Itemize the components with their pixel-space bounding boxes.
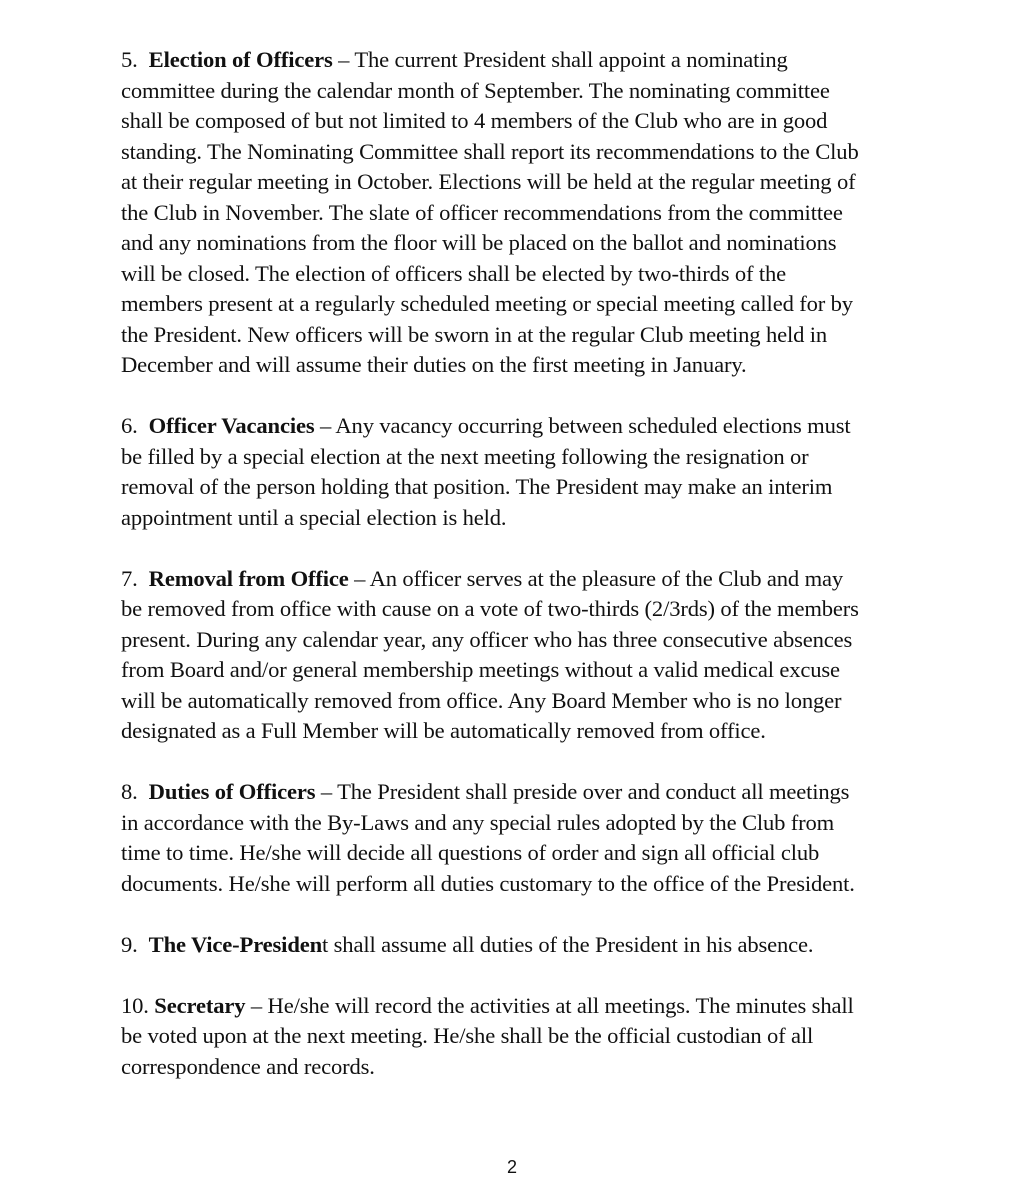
section-text: An officer serves at the pleasure of the Club and may [369, 565, 844, 591]
section-heading: Duties of Officers [148, 779, 316, 804]
section-heading: The Vice-Presiden [148, 931, 323, 957]
section-first-line [121, 930, 911, 961]
section-number: 5. [121, 47, 138, 72]
section-dash: – [315, 779, 338, 804]
section-number: 6. [121, 413, 138, 438]
section-line: designated as a Full Member will be automatically removed from office. [121, 718, 766, 743]
section-first-line [121, 777, 911, 808]
section-number: 7. [121, 565, 138, 591]
section-heading: Officer Vacancies [148, 413, 315, 438]
section-line: the Club in November. The slate of officer recommendations from the committee [121, 199, 843, 225]
section-heading: Election of Officers [148, 47, 333, 72]
section-dash: – [348, 565, 370, 591]
section-line: removal of the person holding that position. The President may make an interim [121, 474, 833, 499]
section-line: and any nominations from the floor will be placed on the ballot and nominations [121, 230, 837, 255]
section-dash: – [314, 413, 336, 438]
section-line: the President. New officers will be sworn in at the regular Club meeting held in [121, 321, 828, 347]
section-number: 8. [121, 779, 138, 804]
section-line: time to time. He/she will decide all questions of order and sign all official club [121, 840, 820, 865]
section-line: members present at a regularly scheduled meeting or special meeting called for by [121, 291, 853, 316]
section-line: will be automatically removed from office. Any Board Member who is no longer [121, 687, 842, 713]
section-heading: Secretary [154, 992, 246, 1018]
section-text: He/she will record the activities at all meetings. The minutes shall [267, 992, 854, 1018]
section-dash: – [332, 47, 355, 72]
section-first-line [121, 991, 911, 1022]
section-line: at their regular meeting in October. Elections will be held at the regular meeting of [121, 169, 856, 194]
section-line: shall be composed of but not limited to 4 members of the Club who are in good [121, 108, 828, 133]
section-line: will be closed. The election of officers shall be elected by two-thirds of the [121, 260, 787, 286]
section-vice-president [121, 930, 911, 961]
section-text: The current President shall appoint a nominating [354, 47, 788, 72]
section-line: committee during the calendar month of September. The nominating committee [121, 77, 830, 103]
section-line: be removed from office with cause on a vote of two-thirds (2/3rds) of the members [121, 596, 859, 621]
section-first-line [121, 45, 911, 76]
section-number: 9. [121, 931, 138, 957]
section-election-of-officers [121, 45, 911, 381]
section-text: The President shall preside over and conduct all meetings [337, 779, 850, 804]
section-line: correspondence and records. [121, 1053, 375, 1079]
section-line: be filled by a special election at the next meeting following the resignation or [121, 443, 809, 469]
section-removal-from-office [121, 564, 911, 747]
section-first-line [121, 411, 911, 442]
section-text: t shall assume all duties of the President in his absence. [322, 931, 814, 957]
section-heading: Removal from Office [148, 565, 349, 591]
section-line: be voted upon at the next meeting. He/she shall be the official custodian of all [121, 1023, 814, 1048]
section-line: documents. He/she will perform all duties customary to the office of the President. [121, 870, 855, 896]
section-line: December and will assume their duties on the first meeting in January. [121, 352, 747, 377]
section-line: from Board and/or general membership meetings without a valid medical excuse [121, 657, 840, 682]
section-first-line [121, 564, 911, 595]
section-duties-of-officers [121, 777, 911, 899]
section-line: appointment until a special election is held. [121, 504, 507, 530]
section-officer-vacancies [121, 411, 911, 533]
section-secretary [121, 991, 911, 1083]
section-text: Any vacancy occurring between scheduled elections must [335, 413, 851, 438]
section-dash: – [245, 992, 268, 1018]
section-line: in accordance with the By-Laws and any special rules adopted by the Club from [121, 809, 835, 835]
section-line: present. During any calendar year, any officer who has three consecutive absences [121, 626, 853, 652]
page-number: 2 [506, 1157, 517, 1177]
section-line: standing. The Nominating Committee shall report its recommendations to the Club [121, 138, 859, 164]
section-number: 10. [121, 992, 149, 1018]
document-body [121, 45, 911, 1113]
